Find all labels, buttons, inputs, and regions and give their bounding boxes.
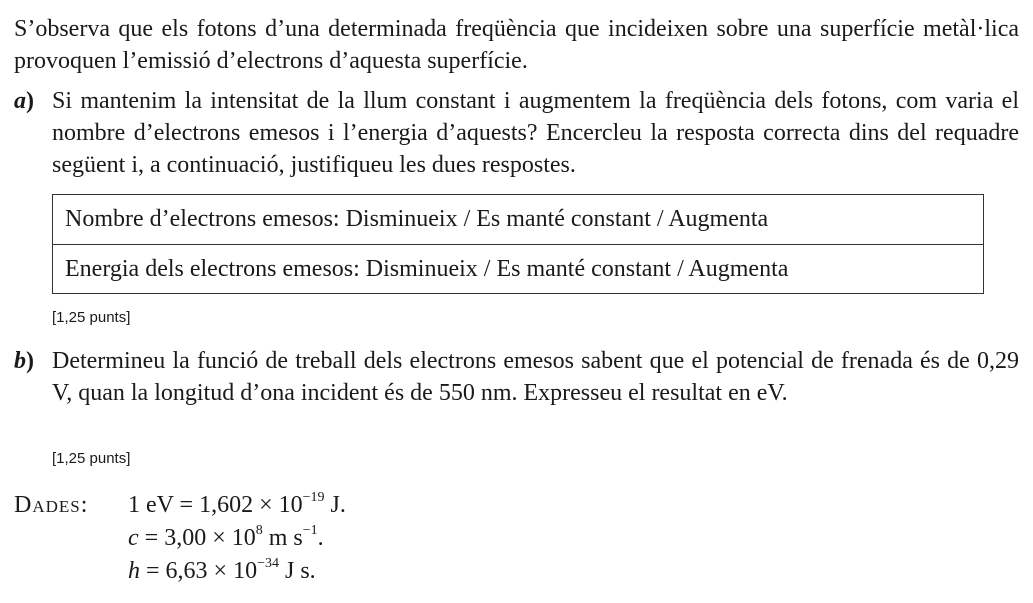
answer-row-electron-count[interactable]: Nombre d’electrons emesos: Disminueix / Es manté constant / Augmenta — [65, 206, 769, 232]
points-b: [1,25 punts] — [52, 450, 131, 467]
data-section — [14, 489, 346, 588]
intro-paragraph: S’observa que els fotons d’una determinada freqüència que incideixen sobre una superfície metàl·lica provoquen l’emissió d’electrons d’aquesta superfície. — [14, 16, 1019, 74]
answer-box — [52, 194, 984, 294]
data-h: $h = 6,63 \times 10^{-34}$ J s. — [128, 556, 316, 584]
question-b — [14, 345, 1019, 409]
data-label: Dades: — [14, 492, 89, 518]
question-a — [14, 85, 1019, 181]
answer-row-electron-energy[interactable]: Energia dels electrons emesos: Disminueix / Es manté constant / Augmenta — [53, 244, 983, 293]
points-a: [1,25 punts] — [52, 309, 131, 326]
question-a-text: Si mantenim la intensitat de la llum constant i augmentem la freqüència dels fotons, com varia el nombre d’electrons emesos i l’energia d’aquests? Encercleu la resposta correcta dins del requadre següent i, a continuació, justifiqueu les dues respostes. — [52, 88, 1019, 178]
question-a-letter: a) — [14, 88, 34, 114]
question-b-text: Determineu la funció de treball dels electrons emesos sabent que el potencial de frenada és de 0,29 V, quan la longitud d’ona incident és de 550 nm. Expresseu el resultat en eV. — [52, 348, 1019, 406]
data-ev: 1 eV = $1,602 \times 10^{-19}$ J. — [128, 490, 346, 518]
data-c: $c = 3,00 \times 10^8$ m $s^{-1}$. — [128, 523, 324, 551]
question-b-letter: b) — [14, 348, 34, 374]
